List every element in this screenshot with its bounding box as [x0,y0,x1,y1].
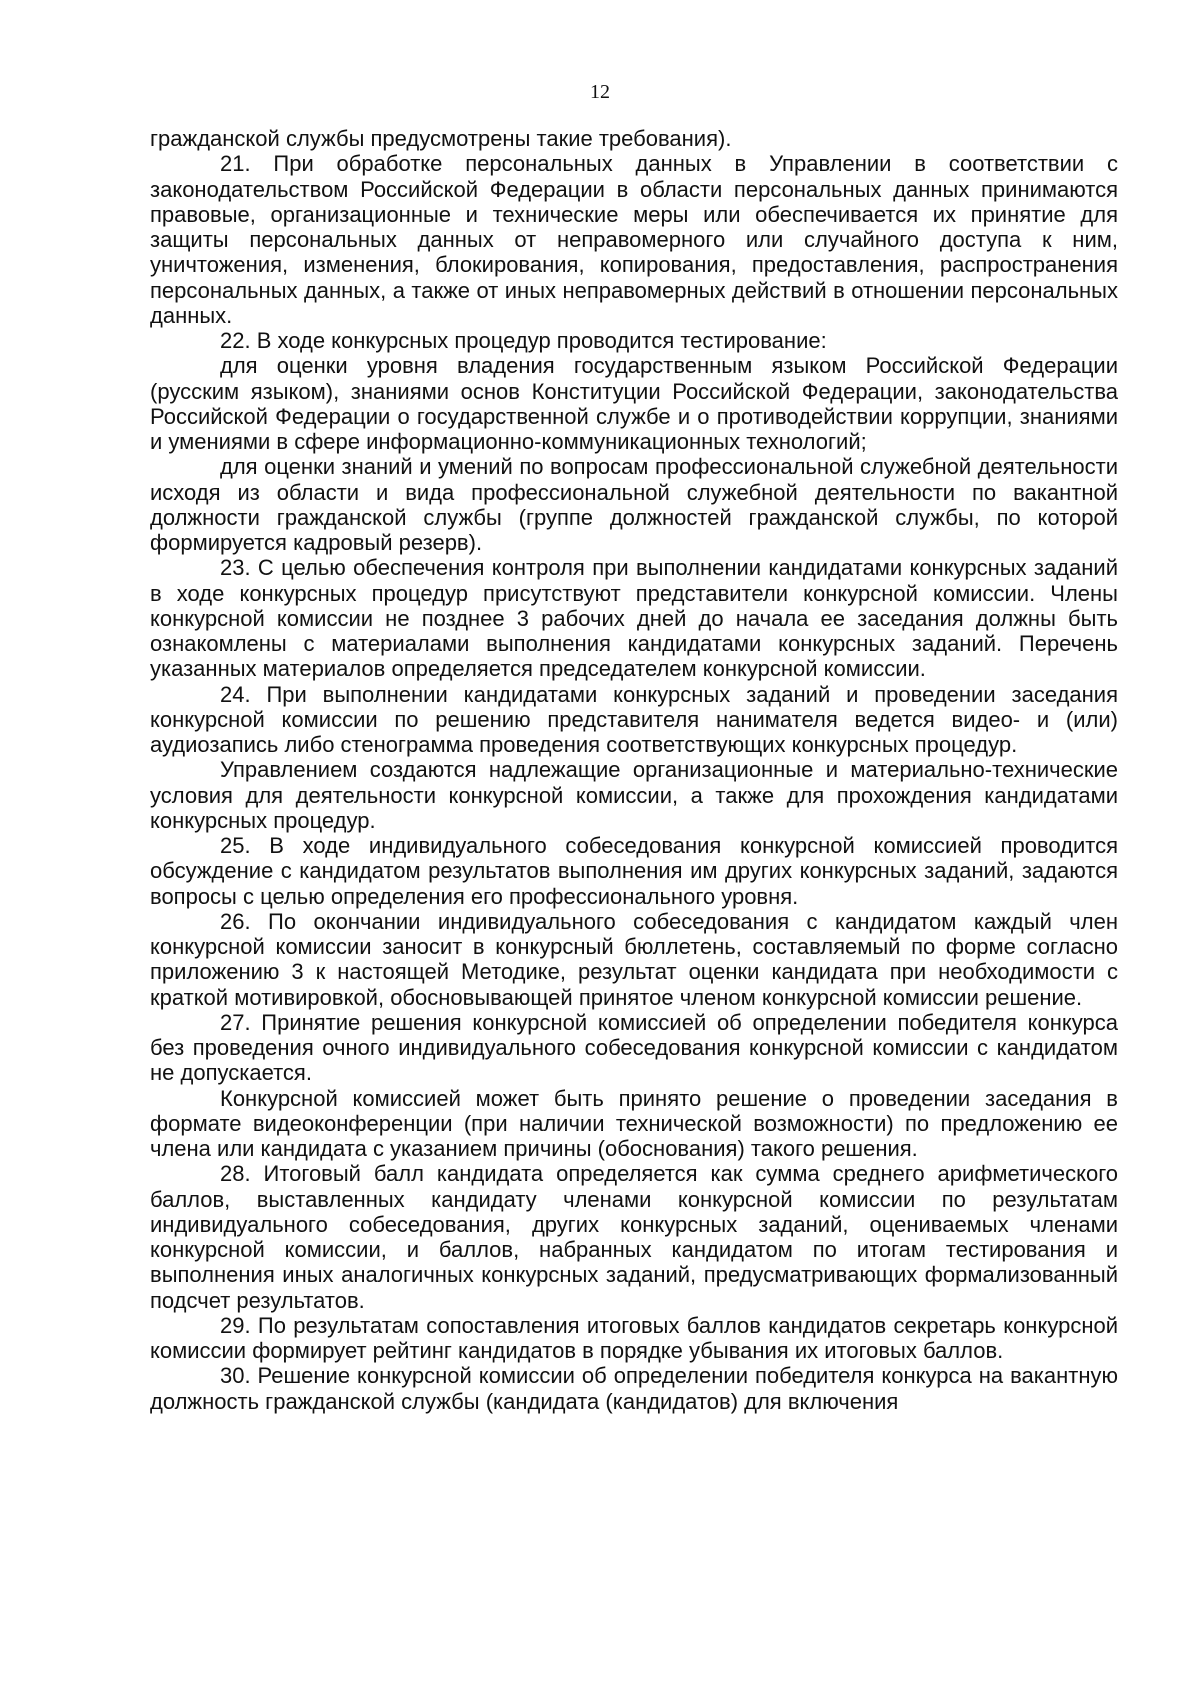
paragraph-27-videoconference: Конкурсной комиссией может быть принято решение о проведении заседания в формате видеоконференции (при наличии технической возможности) по предложению ее члена или кандидата с указанием причины (обоснования) такого решения. [150,1085,1118,1161]
paragraph-22: 22. В ходе конкурсных процедур проводится тестирование: [220,328,827,353]
paragraph-22-testing-professional: для оценки знаний и умений по вопросам профессиональной служебной деятельности исходя из области и вида профессиональной служебной деятельности по вакантной должности гражданской службы (группе должностей гражданской службы, по которой формируется кадровый резерв). [150,454,1118,555]
paragraph-24-conditions: Управлением создаются надлежащие организационные и материально-технические условия для деятельности конкурсной комиссии, а также для прохождения кандидатами конкурсных процедур. [150,757,1118,833]
paragraph-22-testing-language: для оценки уровня владения государственным языком Российской Федерации (русским языком), знаниями основ Конституции Российской Федерации, законодательства Российской Федерации о государственной службе и о противодействии коррупции, знаниями и умениями в сфере информационно-коммуникационных технологий; [150,353,1118,454]
paragraph-27: 27. Принятие решения конкурсной комиссией об определении победителя конкурса без проведения очного индивидуального собеседования конкурсной комиссии с кандидатом не допускается. [150,1009,1118,1086]
paragraph-29: 29. По результатам сопоставления итоговых баллов кандидатов секретарь конкурсной комиссии формирует рейтинг кандидатов в порядке убывания их итоговых баллов. [150,1312,1118,1363]
paragraph-26: 26. По окончании индивидуального собеседования с кандидатом каждый член конкурсной комиссии заносит в конкурсный бюллетень, составляемый по форме согласно приложению 3 к настоящей Методике, результат оценки кандидата при необходимости с краткой мотивировкой, обосновывающей принятое членом конкурсной комиссии решение. [150,908,1118,1010]
paragraph-25: 25. В ходе индивидуального собеседования конкурсной комиссией проводится обсуждение с кандидатом результатов выполнения им других конкурсных заданий, задаются вопросы с целью определения его профессионального уровня. [150,833,1118,909]
paragraph-28: 28. Итоговый балл кандидата определяется как сумма среднего арифметического баллов, выставленных кандидату членами конкурсной комиссии по результатам индивидуального собеседования, других конкурсных заданий, оцениваемых членами конкурсной комиссии, и баллов, набранных кандидатом по итогам тестирования и выполнения иных аналогичных конкурсных заданий, предусматривающих формализованный подсчет результатов. [150,1161,1118,1313]
document-body [150,126,1118,1414]
paragraph-continuation: гражданской службы предусмотрены такие требования). [150,126,732,151]
paragraph-24: 24. При выполнении кандидатами конкурсных заданий и проведении заседания конкурсной комиссии по решению представителя нанимателя ведется видео- и (или) аудиозапись либо стенограмма проведения соответствующих конкурсных процедур. [150,681,1118,757]
page-number: 12 [590,81,610,103]
paragraph-30: 30. Решение конкурсной комиссии об определении победителя конкурса на вакантную должность гражданской службы (кандидата (кандидатов) для включения [150,1363,1118,1414]
paragraph-23: 23. С целью обеспечения контроля при выполнении кандидатами конкурсных заданий в ходе конкурсных процедур присутствуют представители конкурсной комиссии. Члены конкурсной комиссии не позднее 3 рабочих дней до начала ее заседания должны быть ознакомлены с материалами выполнения кандидатами конкурсных заданий. Перечень указанных материалов определяется председателем конкурсной комиссии. [150,555,1118,682]
paragraph-21: 21. При обработке персональных данных в Управлении в соответствии с законодательством Российской Федерации в области персональных данных принимаются правовые, организационные и технические меры или обеспечивается их принятие для защиты персональных данных от неправомерного или случайного доступа к ним, уничтожения, изменения, блокирования, копирования, предоставления, распространения персональных данных, а также от иных неправомерных действий в отношении персональных данных. [150,151,1118,328]
